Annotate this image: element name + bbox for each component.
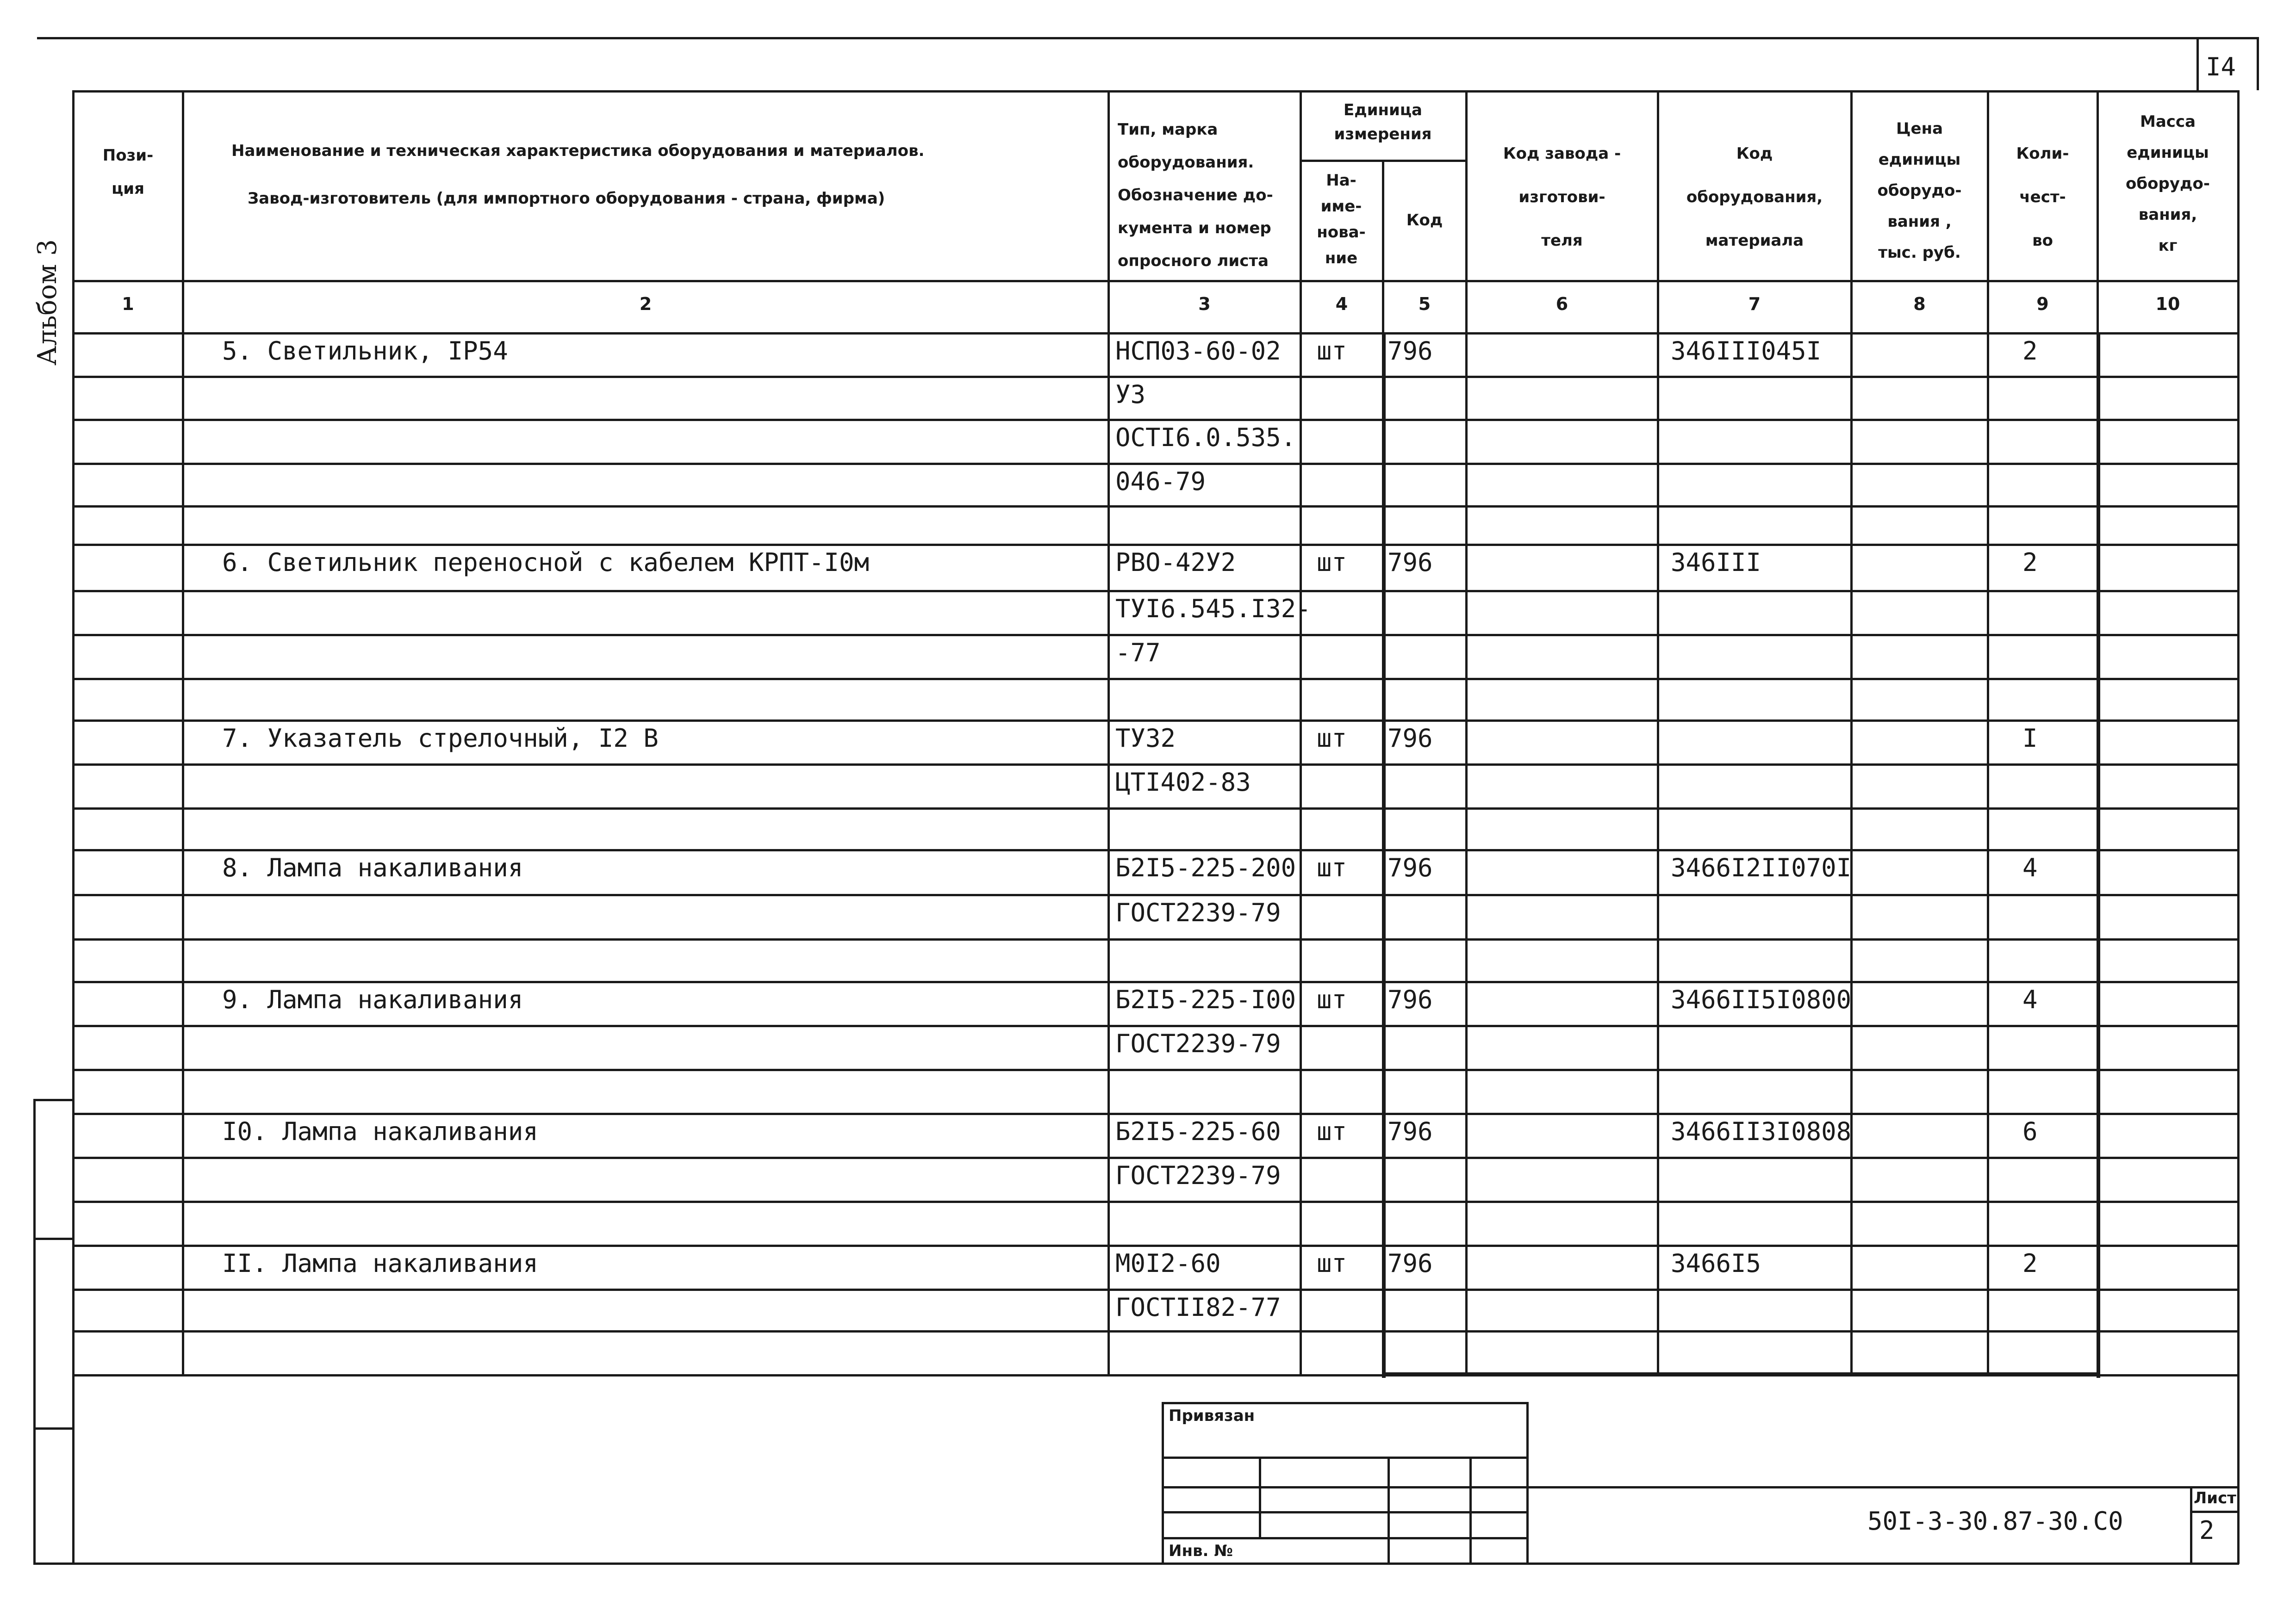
row-divider (72, 505, 2237, 508)
item-unit: шт (1317, 985, 1347, 1014)
row-divider (72, 1245, 2237, 1247)
row-divider (72, 763, 2237, 766)
item-quantity: 2 (2022, 1249, 2038, 1278)
col-line-5 (1465, 90, 1468, 1374)
document-code: 50I-3-30.87-30.С0 (1867, 1507, 2123, 1536)
header-quantity: Коли- чест- во (2016, 144, 2069, 250)
item-quantity: 4 (2022, 985, 2038, 1014)
item-unit: шт (1317, 1249, 1347, 1278)
row-divider (72, 807, 2237, 810)
item-unit-code: 796 (1388, 1117, 1433, 1146)
stamp-line-2 (1162, 1486, 2239, 1488)
col-line-3 (1300, 90, 1302, 1374)
item-type: РВО-42У2 (1115, 548, 1236, 577)
col-num-6: 6 (1556, 294, 1568, 314)
item-unit-code: 796 (1388, 1249, 1433, 1278)
header-position: Пози- ция (102, 146, 154, 198)
item-equipment-code: 3466I5 (1671, 1249, 1761, 1278)
item-type: ГОСТII82-77 (1115, 1293, 1281, 1322)
row-divider (72, 1201, 2237, 1203)
stamp-v-1 (1162, 1402, 1164, 1564)
item-quantity: 2 (2022, 336, 2038, 366)
sheet-label: Лист (2194, 1489, 2236, 1507)
row-divider (72, 894, 2237, 896)
col-num-8: 8 (1913, 294, 1926, 314)
sheet-value: 2 (2199, 1516, 2215, 1545)
album-label: Альбом 3 (32, 239, 62, 366)
item-unit: шт (1317, 1117, 1347, 1146)
header-unit-group: Единица измерения (1334, 101, 1432, 143)
col-num-5: 5 (1418, 294, 1431, 314)
col-num-2: 2 (639, 294, 652, 314)
item-quantity: 6 (2022, 1117, 2038, 1146)
item-unit: шт (1317, 336, 1347, 366)
item-name: I0. Лампа накаливания (222, 1117, 538, 1146)
row-divider (72, 938, 2237, 941)
item-type: ГОСТ2239-79 (1115, 1161, 1281, 1190)
sheet-box-left (2190, 1486, 2192, 1564)
col-num-9: 9 (2036, 294, 2049, 314)
header-unit-code: Код (1406, 211, 1443, 229)
header-factory-code: Код завода - изготови- теля (1503, 144, 1621, 250)
col-line-1 (182, 90, 184, 1374)
binding-strip-left (33, 1099, 36, 1564)
item-type: Б2I5-225-60 (1115, 1117, 1281, 1146)
item-type: ТУI6.545.I32- (1115, 594, 1311, 623)
header-name-line2: Завод-изготовитель (для импортного оборудования - страна, фирма) (248, 189, 885, 208)
item-name: 7. Указатель стрелочный, I2 В (222, 724, 659, 753)
bound-label: Привязан (1169, 1407, 1255, 1425)
item-quantity: 2 (2022, 548, 2038, 577)
sheet-number-box-right (2257, 37, 2259, 90)
item-equipment-code: 3466II3I0808 (1671, 1117, 1852, 1146)
item-name: 8. Лампа накаливания (222, 853, 523, 882)
item-type: ТУ32 (1115, 724, 1176, 753)
top-border (37, 37, 2259, 39)
item-unit-code: 796 (1388, 724, 1433, 753)
item-quantity: I (2022, 724, 2038, 753)
item-name: 9. Лампа накаливания (222, 985, 523, 1014)
item-unit: шт (1317, 724, 1347, 753)
stamp-line-3 (1162, 1511, 1527, 1513)
row-divider (72, 544, 2237, 546)
item-quantity: 4 (2022, 853, 2038, 882)
header-mass: Масса единицы оборудо- вания, кг (2126, 112, 2210, 255)
unit-group-divider (1300, 160, 1465, 162)
item-equipment-code: 346III (1671, 548, 1761, 577)
bold-box-left (1382, 332, 1386, 1378)
item-unit: шт (1317, 853, 1347, 882)
item-unit-code: 796 (1388, 985, 1433, 1014)
header-price: Цена единицы оборудо- вания , тыс. руб. (1877, 119, 1962, 262)
row-divider (72, 1069, 2237, 1071)
table-top-border (72, 90, 2237, 93)
row-divider (72, 1025, 2237, 1027)
item-unit-code: 796 (1388, 336, 1433, 366)
header-bottom-border (72, 280, 2237, 282)
item-type: ГОСТ2239-79 (1115, 898, 1281, 927)
stamp-v-3 (1388, 1457, 1390, 1564)
frame-right (2237, 90, 2240, 1564)
bold-box-bottom (1382, 1372, 2100, 1376)
item-type: -77 (1115, 638, 1161, 667)
col-num-10: 10 (2155, 294, 2180, 314)
col-line-6 (1657, 90, 1659, 1374)
sheet-number-top: I4 (2206, 52, 2236, 81)
col-line-8 (1987, 90, 1989, 1374)
colnum-bottom-border (72, 332, 2237, 335)
stamp-line-1 (1162, 1457, 1527, 1459)
item-equipment-code: 346III045I (1671, 336, 1822, 366)
row-divider (72, 1289, 2237, 1291)
row-divider (72, 849, 2237, 851)
stamp-top (1162, 1402, 1527, 1404)
row-divider (72, 1330, 2237, 1333)
inv-label: Инв. № (1169, 1542, 1233, 1560)
item-equipment-code: 3466II5I0800 (1671, 985, 1852, 1014)
row-divider (72, 590, 2237, 592)
header-name-line1: Наименование и техническая характеристика оборудования и материалов. (231, 142, 925, 160)
col-num-7: 7 (1748, 294, 1761, 314)
row-divider (72, 719, 2237, 722)
row-divider (72, 981, 2237, 983)
col-line-7 (1850, 90, 1853, 1374)
stamp-v-4 (1469, 1457, 1472, 1564)
item-unit-code: 796 (1388, 853, 1433, 882)
item-name: II. Лампа накаливания (222, 1249, 538, 1278)
col-num-3: 3 (1198, 294, 1211, 314)
frame-bottom-border (33, 1562, 2239, 1565)
item-type: М0I2-60 (1115, 1249, 1221, 1278)
item-name: 5. Светильник, IP54 (222, 336, 508, 366)
item-type: НСП03-60-02 (1115, 336, 1281, 366)
item-unit-code: 796 (1388, 548, 1433, 577)
item-equipment-code: 3466I2II070I (1671, 853, 1852, 882)
stamp-v-5 (1526, 1402, 1529, 1564)
item-type: Б2I5-225-I00 (1115, 985, 1296, 1014)
row-divider (72, 376, 2237, 378)
item-type: 046-79 (1115, 467, 1206, 496)
sheet-box-divider (2190, 1511, 2237, 1513)
row-divider (72, 1157, 2237, 1159)
stamp-v-2 (1259, 1457, 1261, 1537)
item-unit: шт (1317, 548, 1347, 577)
item-type: Б2I5-225-200 (1115, 853, 1296, 882)
item-type: У3 (1115, 380, 1146, 409)
row-divider (72, 1113, 2237, 1115)
row-divider (72, 419, 2237, 421)
stamp-line-4 (1162, 1537, 1527, 1539)
binding-strip-div1 (33, 1238, 74, 1240)
header-type: Тип, марка оборудования. Обозначение до- кумента и номер опросного листа (1118, 120, 1273, 270)
row-divider (72, 634, 2237, 636)
row-divider (72, 463, 2237, 465)
item-name: 6. Светильник переносной с кабелем КРПТ-I0м (222, 548, 869, 577)
binding-strip-div2 (33, 1427, 74, 1430)
item-type: ОСТI6.0.535. (1115, 423, 1296, 452)
col-num-4: 4 (1335, 294, 1348, 314)
header-equipment-code: Код оборудования, материала (1686, 144, 1823, 250)
bold-box-right (2097, 332, 2100, 1378)
sheet-number-box-left (2196, 37, 2199, 90)
binding-strip-top (33, 1099, 74, 1101)
item-type: ЦТI402-83 (1115, 768, 1251, 797)
item-type: ГОСТ2239-79 (1115, 1029, 1281, 1058)
col-num-1: 1 (122, 294, 134, 314)
row-divider (72, 678, 2237, 680)
header-unit-name: На- име- нова- ние (1317, 171, 1366, 267)
col-line-2 (1108, 90, 1110, 1374)
